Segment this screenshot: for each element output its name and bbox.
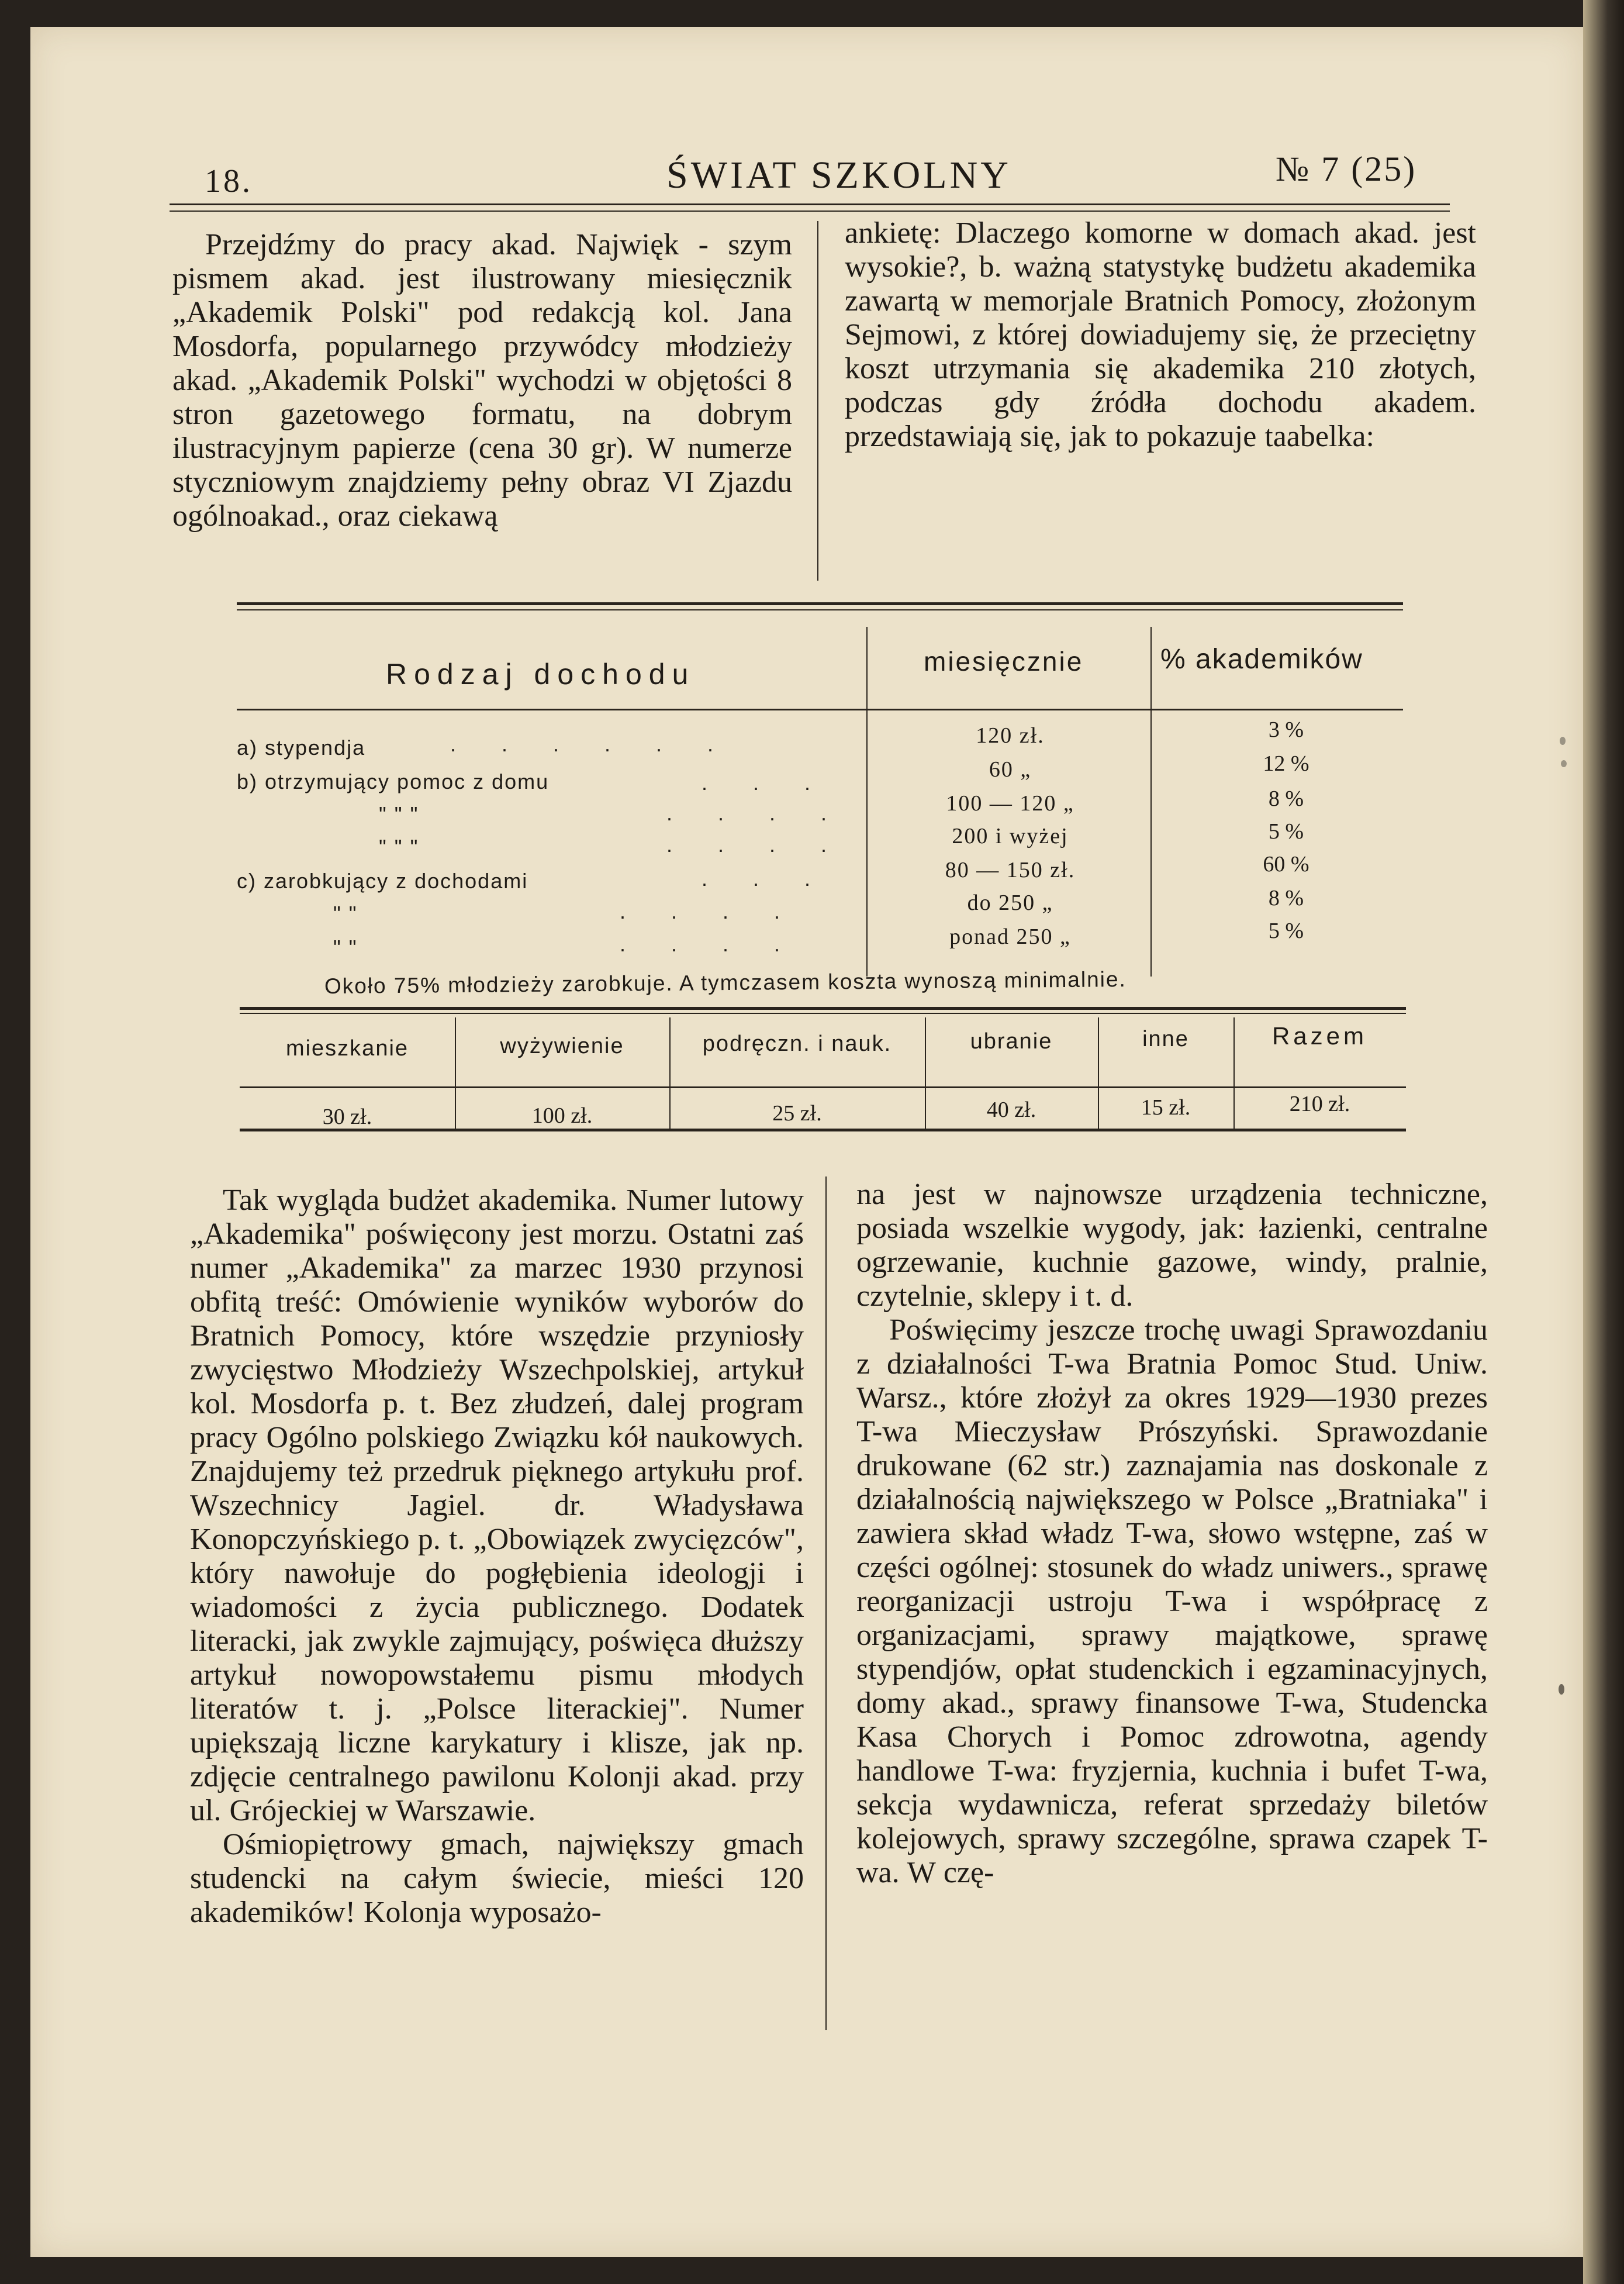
col-header-books: podręczn. i nauk. <box>702 1031 892 1056</box>
row-percent: 60 % <box>1263 852 1309 877</box>
page-number: 18. <box>205 163 253 199</box>
row-label: " " <box>333 902 358 926</box>
row-dots: . . . . . . <box>450 732 734 756</box>
row-label: " " " <box>379 835 419 859</box>
row-monthly: 60 „ <box>989 757 1032 782</box>
value-housing: 30 zł. <box>322 1105 372 1129</box>
table-divider <box>1150 627 1152 977</box>
col-header-total: Razem <box>1271 1022 1368 1050</box>
column-divider <box>825 1176 827 2030</box>
table-rule <box>237 709 1403 710</box>
paper-speck <box>1561 760 1567 767</box>
column-divider <box>817 221 818 581</box>
row-label: a) stypendja <box>237 736 366 760</box>
table-rule <box>237 602 1403 605</box>
value-other: 15 zł. <box>1141 1095 1191 1120</box>
row-monthly: 80 — 150 zł. <box>945 858 1076 882</box>
paragraph: Przejdźmy do pracy akad. Najwięk - szym pismem akad. jest ilustrowany miesięcznik „Akademik Polski" pod redakcją kol. Jana Mosdorfa, popularnego przywódcy młodzieży akad. „Akademik Polski" wychodzi w objętości 8 stron gazetowego formatu, na dobrym ilustracyjnym papierze (cena 30 gr). W numerze styczniowym znajdziemy pełny obraz VI Zjazdu ogólnoakad., oraz ciekawą <box>172 228 792 533</box>
paragraph: Tak wygląda budżet akademika. Numer lutowy „Akademika" poświęcony jest morzu. Ostatni zaś numer „Akademika" za marzec 1930 przynosi obfitą treść: Omówienie wyników wyborów do Bratnich Pomocy, które wszędzie przyniosły zwycięstwo Młodzieży Wszechpolskiej, artykuł kol. Mosdorfa p. t. Bez złudzeń, dalej program pracy Ogólno polskiego Związku kół naukowych. Znajdujemy też przedruk pięknego artykułu prof. Wszechnicy Jagiel. dr. Władysława Konopczyńskiego p. t. „Obowiązek zwycięzców", który nawołuje do pogłębienia ideologji i wiadomości z życia publicznego. Dodatek literacki, jak zwykle zajmujący, poświęca dłuższy artykuł nowopowstałemu pismu młodych literatów t. j. „Polsce literackiej". Numer upiększają liczne karykatury i klisze, jak np. zdjęcie centralnego pawilonu Kolonji akad. przy ul. Grójeckiej w Warszawie. <box>190 1184 804 1827</box>
column-top-right <box>845 216 1476 454</box>
value-books: 25 zł. <box>772 1101 822 1126</box>
page-edge <box>1583 0 1624 2284</box>
row-dots: . . . . <box>620 899 800 923</box>
value-total: 210 zł. <box>1289 1092 1350 1116</box>
row-dots: . . . . <box>666 833 847 857</box>
row-monthly: 120 zł. <box>976 723 1045 748</box>
row-label: b) otrzymujący pomoc z domu <box>237 770 550 793</box>
row-label: c) zarobkujący z dochodami <box>237 869 528 893</box>
col-header-other: inne <box>1142 1027 1189 1051</box>
paper-speck <box>1560 737 1566 745</box>
table-rule <box>240 1086 1406 1088</box>
paragraph: Ośmiopiętrowy gmach, największy gmach studencki na całym świecie, mieści 120 akademików! Kolonja wyposażo- <box>190 1828 804 1929</box>
table-rule <box>237 609 1403 610</box>
row-dots: . . . . <box>666 801 847 825</box>
row-percent: 12 % <box>1263 751 1309 776</box>
row-dots: . . . <box>702 867 831 891</box>
row-dots: . . . . <box>620 932 800 956</box>
paragraph: na jest w najnowsze urządzenia techniczne, posiada wszelkie wygody, jak: łazienki, centralne ogrzewanie, kuchnie gazowe, windy, pralnie, czytelnie, sklepy i t. d. <box>856 1178 1488 1313</box>
issue-number: № 7 (25) <box>1276 150 1417 188</box>
row-monthly: do 250 „ <box>967 891 1053 915</box>
header-rule <box>170 203 1450 205</box>
column-bottom-left <box>190 1184 804 1930</box>
row-monthly: 100 — 120 „ <box>946 791 1074 816</box>
row-percent: 5 % <box>1268 819 1304 844</box>
value-clothing: 40 zł. <box>986 1098 1036 1122</box>
row-monthly: ponad 250 „ <box>949 924 1071 949</box>
row-monthly: 200 i wyżej <box>952 824 1069 848</box>
table-divider <box>866 627 868 977</box>
table-rule <box>240 1013 1406 1014</box>
row-percent: 3 % <box>1268 717 1304 742</box>
journal-title: ŚWIAT SZKOLNY <box>666 154 1011 196</box>
col-header-percent: % akademików <box>1160 644 1363 675</box>
row-label: " " " <box>379 802 419 826</box>
col-header-monthly: miesięcznie <box>924 646 1084 677</box>
col-header-type: Rodzaj dochodu <box>386 658 696 691</box>
col-header-food: wyżywienie <box>500 1034 624 1058</box>
row-dots: . . . <box>702 771 831 795</box>
row-percent: 8 % <box>1268 886 1304 910</box>
paragraph: Poświęcimy jeszcze trochę uwagi Sprawozdaniu z działalności T-wa Bratnia Pomoc Stud. Uniw. Warsz., które złożył za okres 1929—1930 prezes T-wa Mieczysław Prószyński. Sprawozdanie drukowane (62 str.) zaznajamia nas doskonale z działalnością największego w Polsce „Bratniaka" i zawiera skład władz T-wa, słowo wstępne, zaś w części ogólnej: stosunek do władz uniwers., sprawę reorganizacji ustroju T-wa i współpracę z organizacjami, sprawy majątkowe, sprawę stypendjów, opłat studenckich i egzaminacyjnych, domy akad., sprawy finansowe T-wa, Studencka Kasa Chorych i Pomoc zdrowotna, agendy handlowe T-wa: fryzjernia, kuchnia i bufet T-wa, sekcja wydawnicza, referat sprzedaży biletów kolejowych, sprawy szczególne, sprawa czapek T-wa. W czę- <box>856 1313 1488 1889</box>
col-header-housing: mieszkanie <box>285 1036 409 1061</box>
table-rule <box>240 1007 1406 1010</box>
paper-speck <box>1559 1684 1564 1695</box>
value-food: 100 zł. <box>531 1103 593 1128</box>
column-bottom-right <box>856 1178 1488 1890</box>
header-rule <box>170 211 1450 212</box>
table-note: Około 75% młodzieży zarobkuje. A tymczasem koszta wynoszą minimalnie. <box>324 967 1127 998</box>
col-header-clothing: ubranie <box>970 1029 1053 1054</box>
row-percent: 8 % <box>1268 786 1304 811</box>
paragraph: ankietę: Dlaczego komorne w domach akad. jest wysokie?, b. ważną statystykę budżetu akademika zawartą w memorjale Bratnich Pomocy, złożonym Sejmowi, z której dowiadujemy się, że przeciętny koszt utrzymania się akademika 210 złotych, podczas gdy źródła dochodu akadem. przedstawiają się, jak to pokazuje taabelka: <box>845 216 1476 453</box>
column-top-left <box>172 228 792 533</box>
row-label: " " <box>333 936 358 960</box>
row-percent: 5 % <box>1268 919 1304 943</box>
